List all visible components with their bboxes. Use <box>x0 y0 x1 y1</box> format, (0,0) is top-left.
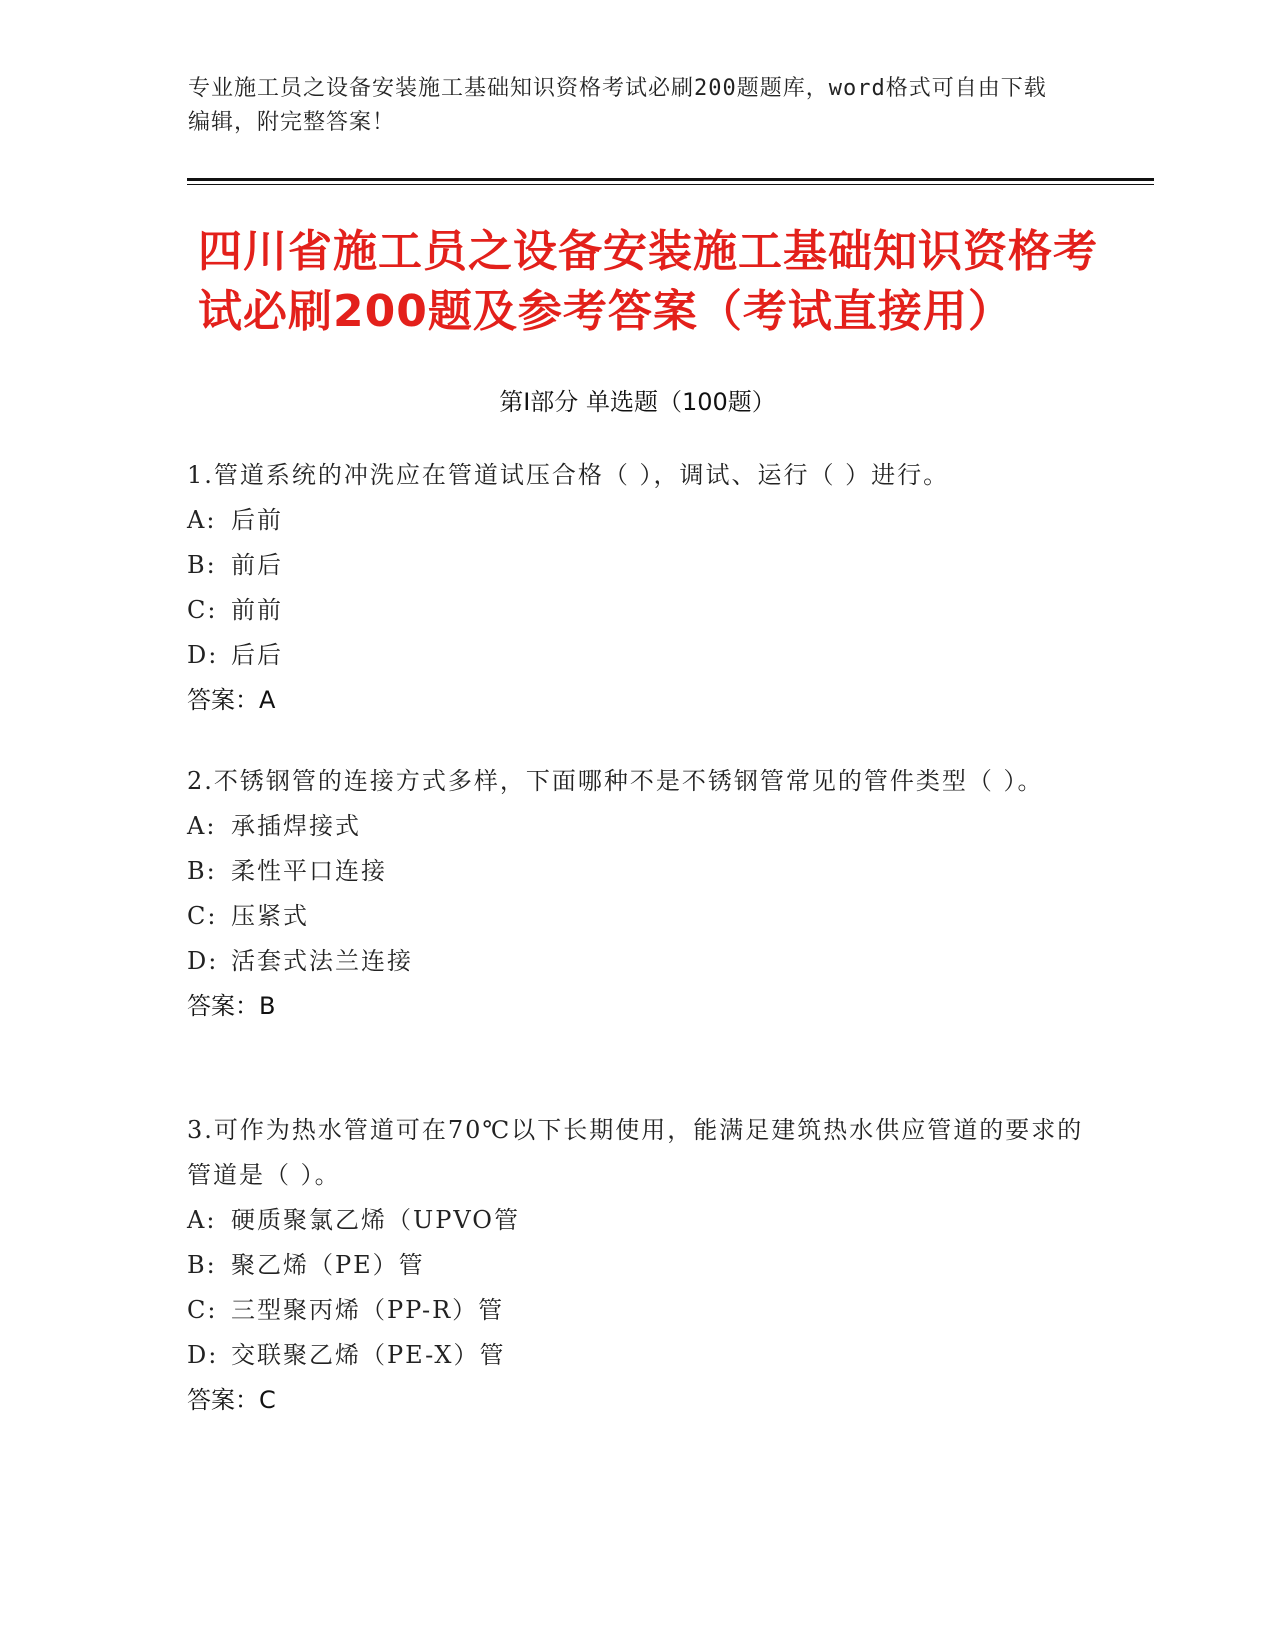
document-title: 四川省施工员之设备安装施工基础知识资格考试必刷200题及参考答案（考试直接用） <box>198 226 1098 337</box>
option-text: 交联聚乙烯（PE-X）管 <box>231 1341 506 1369</box>
answer-line: 答案：A <box>187 686 276 714</box>
option-letter: B: <box>187 551 217 579</box>
option-d <box>187 1333 1087 1378</box>
question-2 <box>187 759 1087 1029</box>
option-text: 活套式法兰连接 <box>231 947 413 975</box>
option-letter: A: <box>187 1206 217 1234</box>
option-letter: D: <box>187 947 219 975</box>
option-text: 聚乙烯（PE）管 <box>231 1251 425 1279</box>
option-letter: C: <box>187 902 218 930</box>
answer-line: 答案：C <box>187 1386 276 1414</box>
option-text: 硬质聚氯乙烯（UPVO管 <box>231 1206 520 1234</box>
question-stem: 2.不锈钢管的连接方式多样，下面哪种不是不锈钢管常见的管件类型（ ）。 <box>187 767 1044 795</box>
question-stem: 1.管道系统的冲洗应在管道试压合格（ ），调试、运行（ ）进行。 <box>187 461 950 489</box>
header-note: 专业施工员之设备安装施工基础知识资格考试必刷200题题库，word格式可自由下载编辑，附完整答案！ <box>188 76 1047 135</box>
option-d <box>187 939 1087 984</box>
option-c <box>187 588 1087 633</box>
option-b <box>187 543 1087 588</box>
question-1 <box>187 453 1087 723</box>
header-divider-thin <box>187 184 1154 185</box>
option-b <box>187 849 1087 894</box>
option-text: 后后 <box>231 641 283 669</box>
option-text: 后前 <box>231 506 283 534</box>
answer-line: 答案：B <box>187 992 276 1020</box>
option-letter: B: <box>187 857 217 885</box>
option-letter: C: <box>187 596 218 624</box>
header-divider-thick <box>187 178 1154 181</box>
option-text: 压紧式 <box>231 902 309 930</box>
option-letter: A: <box>187 506 217 534</box>
option-text: 承插焊接式 <box>231 812 361 840</box>
option-b <box>187 1243 1087 1288</box>
section-title: 第Ⅰ部分 单选题（100题） <box>499 388 776 416</box>
option-c <box>187 894 1087 939</box>
question-3 <box>187 1108 1087 1423</box>
option-text: 柔性平口连接 <box>231 857 387 885</box>
question-stem: 3.可作为热水管道可在70℃以下长期使用，能满足建筑热水供应管道的要求的管道是（ ）。 <box>187 1116 1084 1189</box>
option-letter: B: <box>187 1251 217 1279</box>
option-text: 前前 <box>231 596 283 624</box>
option-letter: A: <box>187 812 217 840</box>
option-a <box>187 1198 1087 1243</box>
option-c <box>187 1288 1087 1333</box>
option-d <box>187 633 1087 678</box>
option-letter: D: <box>187 641 219 669</box>
option-text: 前后 <box>231 551 283 579</box>
option-a <box>187 498 1087 543</box>
option-letter: D: <box>187 1341 219 1369</box>
option-letter: C: <box>187 1296 218 1324</box>
option-a <box>187 804 1087 849</box>
option-text: 三型聚丙烯（PP-R）管 <box>231 1296 505 1324</box>
